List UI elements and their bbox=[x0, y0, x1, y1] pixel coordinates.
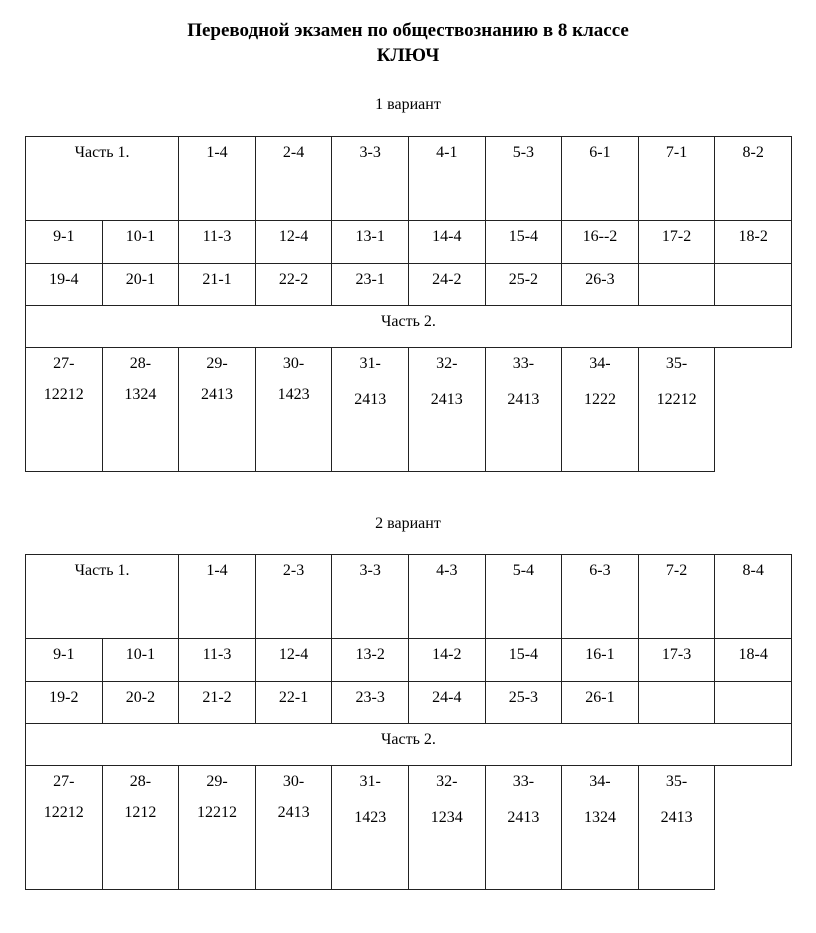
answer-cell: 13-1 bbox=[332, 221, 409, 264]
answer-cell: 15-4 bbox=[485, 221, 562, 264]
answer-cell bbox=[26, 766, 103, 890]
answer-cell: 7-2 bbox=[638, 555, 715, 639]
question-number: 34- bbox=[589, 355, 611, 372]
answer-cell bbox=[408, 766, 485, 890]
answer-cell: 14-2 bbox=[408, 639, 485, 682]
answer-cell: 19-2 bbox=[26, 682, 103, 724]
answer-cell bbox=[715, 264, 792, 306]
answer-cell bbox=[485, 348, 562, 472]
answer-cell bbox=[102, 766, 179, 890]
answer-cell: 3-3 bbox=[332, 137, 409, 221]
answer-cell: 12-4 bbox=[255, 221, 332, 264]
question-number: 29- bbox=[206, 355, 228, 372]
answer-cell: 18-2 bbox=[715, 221, 792, 264]
question-number: 27- bbox=[53, 773, 75, 790]
answer-cell: 24-4 bbox=[408, 682, 485, 724]
answer-value: 1234 bbox=[430, 809, 463, 826]
answer-cell: 21-2 bbox=[179, 682, 256, 724]
answer-value: 1423 bbox=[277, 386, 310, 403]
page-title: Переводной экзамен по обществознанию в 8 классе bbox=[187, 20, 629, 41]
question-number: 30- bbox=[282, 355, 305, 372]
answer-value: 12212 bbox=[197, 804, 237, 821]
answer-value: 1222 bbox=[583, 391, 616, 408]
answer-cell: 12-4 bbox=[255, 639, 332, 682]
answer-cell: 4-1 bbox=[408, 137, 485, 221]
variant-1-label: 1 вариант bbox=[375, 96, 441, 113]
answer-cell bbox=[179, 766, 256, 890]
answer-value: 12212 bbox=[43, 386, 84, 403]
answer-cell: 14-4 bbox=[408, 221, 485, 264]
question-number: 28- bbox=[129, 355, 152, 372]
answer-cell: 1-4 bbox=[179, 137, 256, 221]
answer-cell: 22-2 bbox=[255, 264, 332, 306]
answer-cell: 9-1 bbox=[26, 639, 103, 682]
question-number: 33- bbox=[512, 773, 535, 790]
empty-cell bbox=[715, 766, 792, 890]
question-number: 31- bbox=[359, 773, 381, 790]
answer-value: 1212 bbox=[124, 804, 157, 821]
question-number: 32- bbox=[436, 773, 458, 790]
question-number: 29- bbox=[206, 773, 228, 790]
question-number: 28- bbox=[129, 773, 152, 790]
answer-cell: 23-3 bbox=[332, 682, 409, 724]
answer-cell bbox=[638, 348, 715, 472]
answer-cell: 26-3 bbox=[562, 264, 639, 306]
answer-cell: 20-1 bbox=[102, 264, 179, 306]
answer-cell: 21-1 bbox=[179, 264, 256, 306]
answer-cell: 8-2 bbox=[715, 137, 792, 221]
answer-key-table-variant-1 bbox=[25, 136, 792, 472]
question-number: 35- bbox=[665, 773, 688, 790]
answer-cell: 11-3 bbox=[179, 221, 256, 264]
answer-value: 2413 bbox=[277, 804, 310, 821]
answer-cell: 16--2 bbox=[562, 221, 639, 264]
question-number: 33- bbox=[512, 355, 535, 372]
answer-cell bbox=[562, 766, 639, 890]
answer-cell: 17-3 bbox=[638, 639, 715, 682]
answer-cell: 5-3 bbox=[485, 137, 562, 221]
answer-value: 1324 bbox=[124, 386, 157, 403]
answer-cell bbox=[332, 766, 409, 890]
answer-cell: 23-1 bbox=[332, 264, 409, 306]
answer-cell: 4-3 bbox=[408, 555, 485, 639]
answer-cell: 2-3 bbox=[255, 555, 332, 639]
answer-value: 2413 bbox=[507, 391, 540, 408]
answer-cell: 10-1 bbox=[102, 639, 179, 682]
answer-cell bbox=[26, 348, 103, 472]
answer-key-table-variant-2 bbox=[25, 554, 792, 890]
answer-cell bbox=[562, 348, 639, 472]
answer-value: 2413 bbox=[354, 391, 387, 408]
question-number: 32- bbox=[436, 355, 458, 372]
answer-value: 2413 bbox=[201, 386, 233, 403]
answer-cell bbox=[255, 766, 332, 890]
answer-value: 2413 bbox=[660, 809, 693, 826]
answer-cell bbox=[638, 264, 715, 306]
answer-cell: 11-3 bbox=[179, 639, 256, 682]
answer-cell: 25-2 bbox=[485, 264, 562, 306]
answer-cell: 22-1 bbox=[255, 682, 332, 724]
answer-cell: 10-1 bbox=[102, 221, 179, 264]
answer-cell bbox=[255, 348, 332, 472]
answer-cell: 8-4 bbox=[715, 555, 792, 639]
answer-value: 1423 bbox=[354, 809, 387, 826]
part2-label: Часть 2. bbox=[26, 306, 792, 348]
question-number: 35- bbox=[665, 355, 688, 372]
answer-cell: 15-4 bbox=[485, 639, 562, 682]
answer-cell bbox=[332, 348, 409, 472]
answer-value: 12212 bbox=[43, 804, 84, 821]
answer-cell: 6-3 bbox=[562, 555, 639, 639]
part1-label: Часть 1. bbox=[26, 555, 179, 639]
answer-cell: 2-4 bbox=[255, 137, 332, 221]
answer-cell: 19-4 bbox=[26, 264, 103, 306]
answer-cell: 3-3 bbox=[332, 555, 409, 639]
answer-cell: 1-4 bbox=[179, 555, 256, 639]
question-number: 30- bbox=[282, 773, 305, 790]
answer-cell bbox=[485, 766, 562, 890]
page-subtitle: КЛЮЧ bbox=[376, 45, 440, 66]
answer-value: 2413 bbox=[430, 391, 463, 408]
answer-cell: 9-1 bbox=[26, 221, 103, 264]
answer-cell bbox=[715, 682, 792, 724]
answer-cell bbox=[179, 348, 256, 472]
answer-cell bbox=[638, 682, 715, 724]
answer-cell bbox=[638, 766, 715, 890]
empty-cell bbox=[715, 348, 792, 472]
answer-cell: 7-1 bbox=[638, 137, 715, 221]
answer-cell: 16-1 bbox=[562, 639, 639, 682]
part1-label: Часть 1. bbox=[26, 137, 179, 221]
answer-value: 12212 bbox=[656, 391, 697, 408]
question-number: 27- bbox=[53, 355, 75, 372]
answer-cell: 13-2 bbox=[332, 639, 409, 682]
answer-cell: 24-2 bbox=[408, 264, 485, 306]
answer-cell: 6-1 bbox=[562, 137, 639, 221]
answer-value: 1324 bbox=[583, 809, 616, 826]
answer-cell bbox=[408, 348, 485, 472]
answer-cell: 25-3 bbox=[485, 682, 562, 724]
answer-cell: 18-4 bbox=[715, 639, 792, 682]
answer-value: 2413 bbox=[507, 809, 540, 826]
question-number: 34- bbox=[589, 773, 611, 790]
answer-cell: 17-2 bbox=[638, 221, 715, 264]
answer-cell: 26-1 bbox=[562, 682, 639, 724]
question-number: 31- bbox=[359, 355, 381, 372]
part2-label: Часть 2. bbox=[26, 724, 792, 766]
answer-cell: 5-4 bbox=[485, 555, 562, 639]
variant-2-label: 2 вариант bbox=[375, 515, 441, 532]
answer-cell: 20-2 bbox=[102, 682, 179, 724]
answer-cell bbox=[102, 348, 179, 472]
